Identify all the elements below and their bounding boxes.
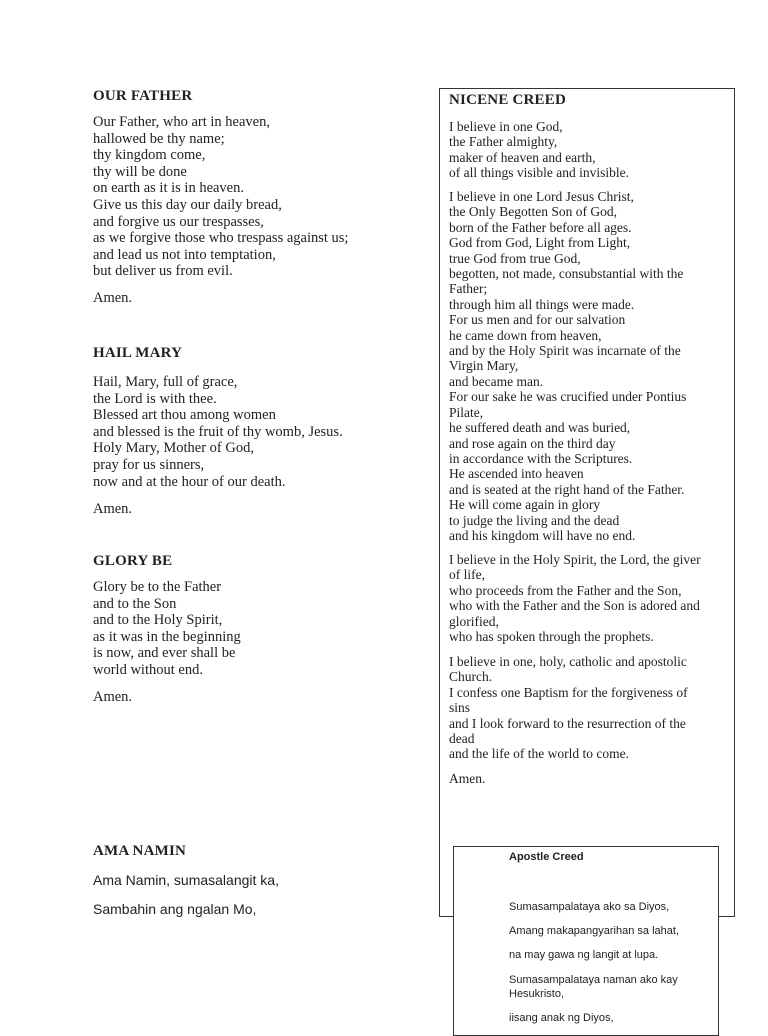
creed-line: through him all things were made. — [449, 296, 635, 312]
creed-line: begotten, not made, consubstantial with the — [449, 266, 684, 282]
prayer-line: and blessed is the fruit of thy womb, Jesus. — [93, 423, 343, 440]
prayer-line: is now, and ever shall be — [93, 645, 236, 662]
creed-line: and rose again on the third day — [449, 435, 616, 451]
creed-line: born of the Father before all ages. — [449, 219, 632, 235]
apostle-creed-line: Sumasampalataya ako sa Diyos, — [509, 901, 670, 913]
creed-line: true God from true God, — [449, 250, 581, 266]
creed-line: maker of heaven and earth, — [449, 149, 596, 165]
prayer-line: world without end. — [93, 661, 203, 678]
prayer-line: Our Father, who art in heaven, — [93, 114, 270, 130]
creed-line: he suffered death and was buried, — [449, 420, 631, 436]
prayer-line: now and at the hour of our death. — [93, 473, 286, 490]
prayer-line: as it was in the beginning — [93, 628, 241, 645]
apostle-creed-line: Sumasampalataya naman ako kay — [509, 974, 678, 986]
creed-line: Pilate, — [449, 404, 484, 420]
prayer-line: pray for us sinners, — [93, 456, 205, 473]
creed-line: he came down from heaven, — [449, 327, 602, 343]
creed-line: For our sake he was crucified under Pontius — [449, 389, 687, 405]
creed-line: who proceeds from the Father and the Son, — [449, 582, 682, 598]
hail-mary-title: HAIL MARY — [93, 345, 183, 361]
nicene-creed-amen: Amen. — [449, 771, 486, 786]
creed-line: and became man. — [449, 373, 544, 389]
creed-line: who has spoken through the prophets. — [449, 629, 654, 645]
our-father-text — [93, 114, 348, 280]
creed-line: I believe in one Lord Jesus Christ, — [449, 189, 634, 204]
prayer-line: and forgive us our trespasses, — [93, 213, 264, 230]
prayer-line: thy will be done — [93, 163, 187, 180]
prayer-line: Glory be to the Father — [93, 579, 222, 595]
prayer-line: thy kingdom come, — [93, 147, 206, 164]
hail-mary-amen: Amen. — [93, 501, 133, 517]
creed-line: in accordance with the Scriptures. — [449, 450, 633, 466]
creed-line: For us men and for our salvation — [449, 312, 626, 328]
creed-line: Father; — [449, 281, 488, 297]
prayer-line: as we forgive those who trespass against us; — [93, 230, 349, 247]
prayer-line: Blessed art thou among women — [93, 407, 276, 424]
creed-line: I believe in the Holy Spirit, the Lord, the giver — [449, 552, 701, 567]
creed-line: and by the Holy Spirit was incarnate of the — [449, 343, 681, 359]
apostle-creed-line: na may gawa ng langit at lupa. — [509, 949, 659, 961]
prayer-line: but deliver us from evil. — [93, 263, 233, 280]
prayer-line: hallowed be thy name; — [93, 130, 225, 147]
apostle-creed-title: Apostle Creed — [509, 851, 584, 863]
creed-line: and his kingdom will have no end. — [449, 527, 636, 543]
creed-line: and is seated at the right hand of the Father. — [449, 481, 685, 497]
creed-line: Church. — [449, 669, 493, 685]
creed-line: to judge the living and the dead — [449, 512, 620, 528]
creed-line: who with the Father and the Son is adored and — [449, 598, 700, 614]
prayer-line: the Lord is with thee. — [93, 390, 217, 407]
creed-line: and I look forward to the resurrection of the — [449, 715, 686, 731]
creed-line: He ascended into heaven — [449, 466, 584, 482]
ama-namin-line: Ama Namin, sumasalangit ka, — [93, 872, 279, 888]
apostle-creed-box — [453, 846, 719, 1036]
creed-line: the Father almighty, — [449, 134, 558, 150]
nicene-creed-paragraph-3 — [449, 552, 701, 644]
our-father-amen: Amen. — [93, 290, 133, 306]
creed-line: sins — [449, 700, 471, 716]
nicene-creed-title: NICENE CREED — [449, 92, 567, 108]
prayer-line: on earth as it is in heaven. — [93, 180, 244, 197]
creed-line: I confess one Baptism for the forgiveness of — [449, 684, 688, 700]
creed-line: God from God, Light from Light, — [449, 235, 631, 251]
creed-line: and the life of the world to come. — [449, 746, 629, 762]
hail-mary-text — [93, 374, 343, 490]
apostle-creed-line: Hesukristo, — [509, 988, 565, 1000]
prayer-line: and to the Son — [93, 595, 177, 612]
creed-line: of life, — [449, 567, 485, 583]
creed-line: of all things visible and invisible. — [449, 165, 629, 181]
prayer-line: and to the Holy Spirit, — [93, 612, 223, 629]
prayer-line: Hail, Mary, full of grace, — [93, 374, 238, 390]
glory-be-text — [93, 579, 241, 679]
creed-line: I believe in one, holy, catholic and apostolic — [449, 654, 687, 669]
nicene-creed-paragraph-4 — [449, 654, 688, 762]
creed-line: He will come again in glory — [449, 497, 601, 513]
apostle-creed-line: Amang makapangyarihan sa lahat, — [509, 925, 679, 937]
prayer-line: Give us this day our daily bread, — [93, 196, 282, 213]
creed-line: dead — [449, 731, 475, 747]
creed-line: Virgin Mary, — [449, 358, 519, 374]
prayer-line: and lead us not into temptation, — [93, 246, 276, 263]
glory-be-title: GLORY BE — [93, 553, 173, 569]
glory-be-amen: Amen. — [93, 689, 133, 705]
nicene-creed-paragraph-2 — [449, 189, 686, 543]
creed-line: the Only Begotten Son of God, — [449, 204, 617, 220]
ama-namin-line: Sambahin ang ngalan Mo, — [93, 901, 257, 917]
apostle-creed-line: iisang anak ng Diyos, — [509, 1012, 614, 1024]
prayer-line: Holy Mary, Mother of God, — [93, 440, 254, 457]
ama-namin-title: AMA NAMIN — [93, 843, 187, 859]
our-father-title: OUR FATHER — [93, 88, 193, 104]
creed-line: glorified, — [449, 613, 499, 629]
nicene-creed-paragraph-1 — [449, 119, 629, 181]
creed-line: I believe in one God, — [449, 119, 563, 134]
